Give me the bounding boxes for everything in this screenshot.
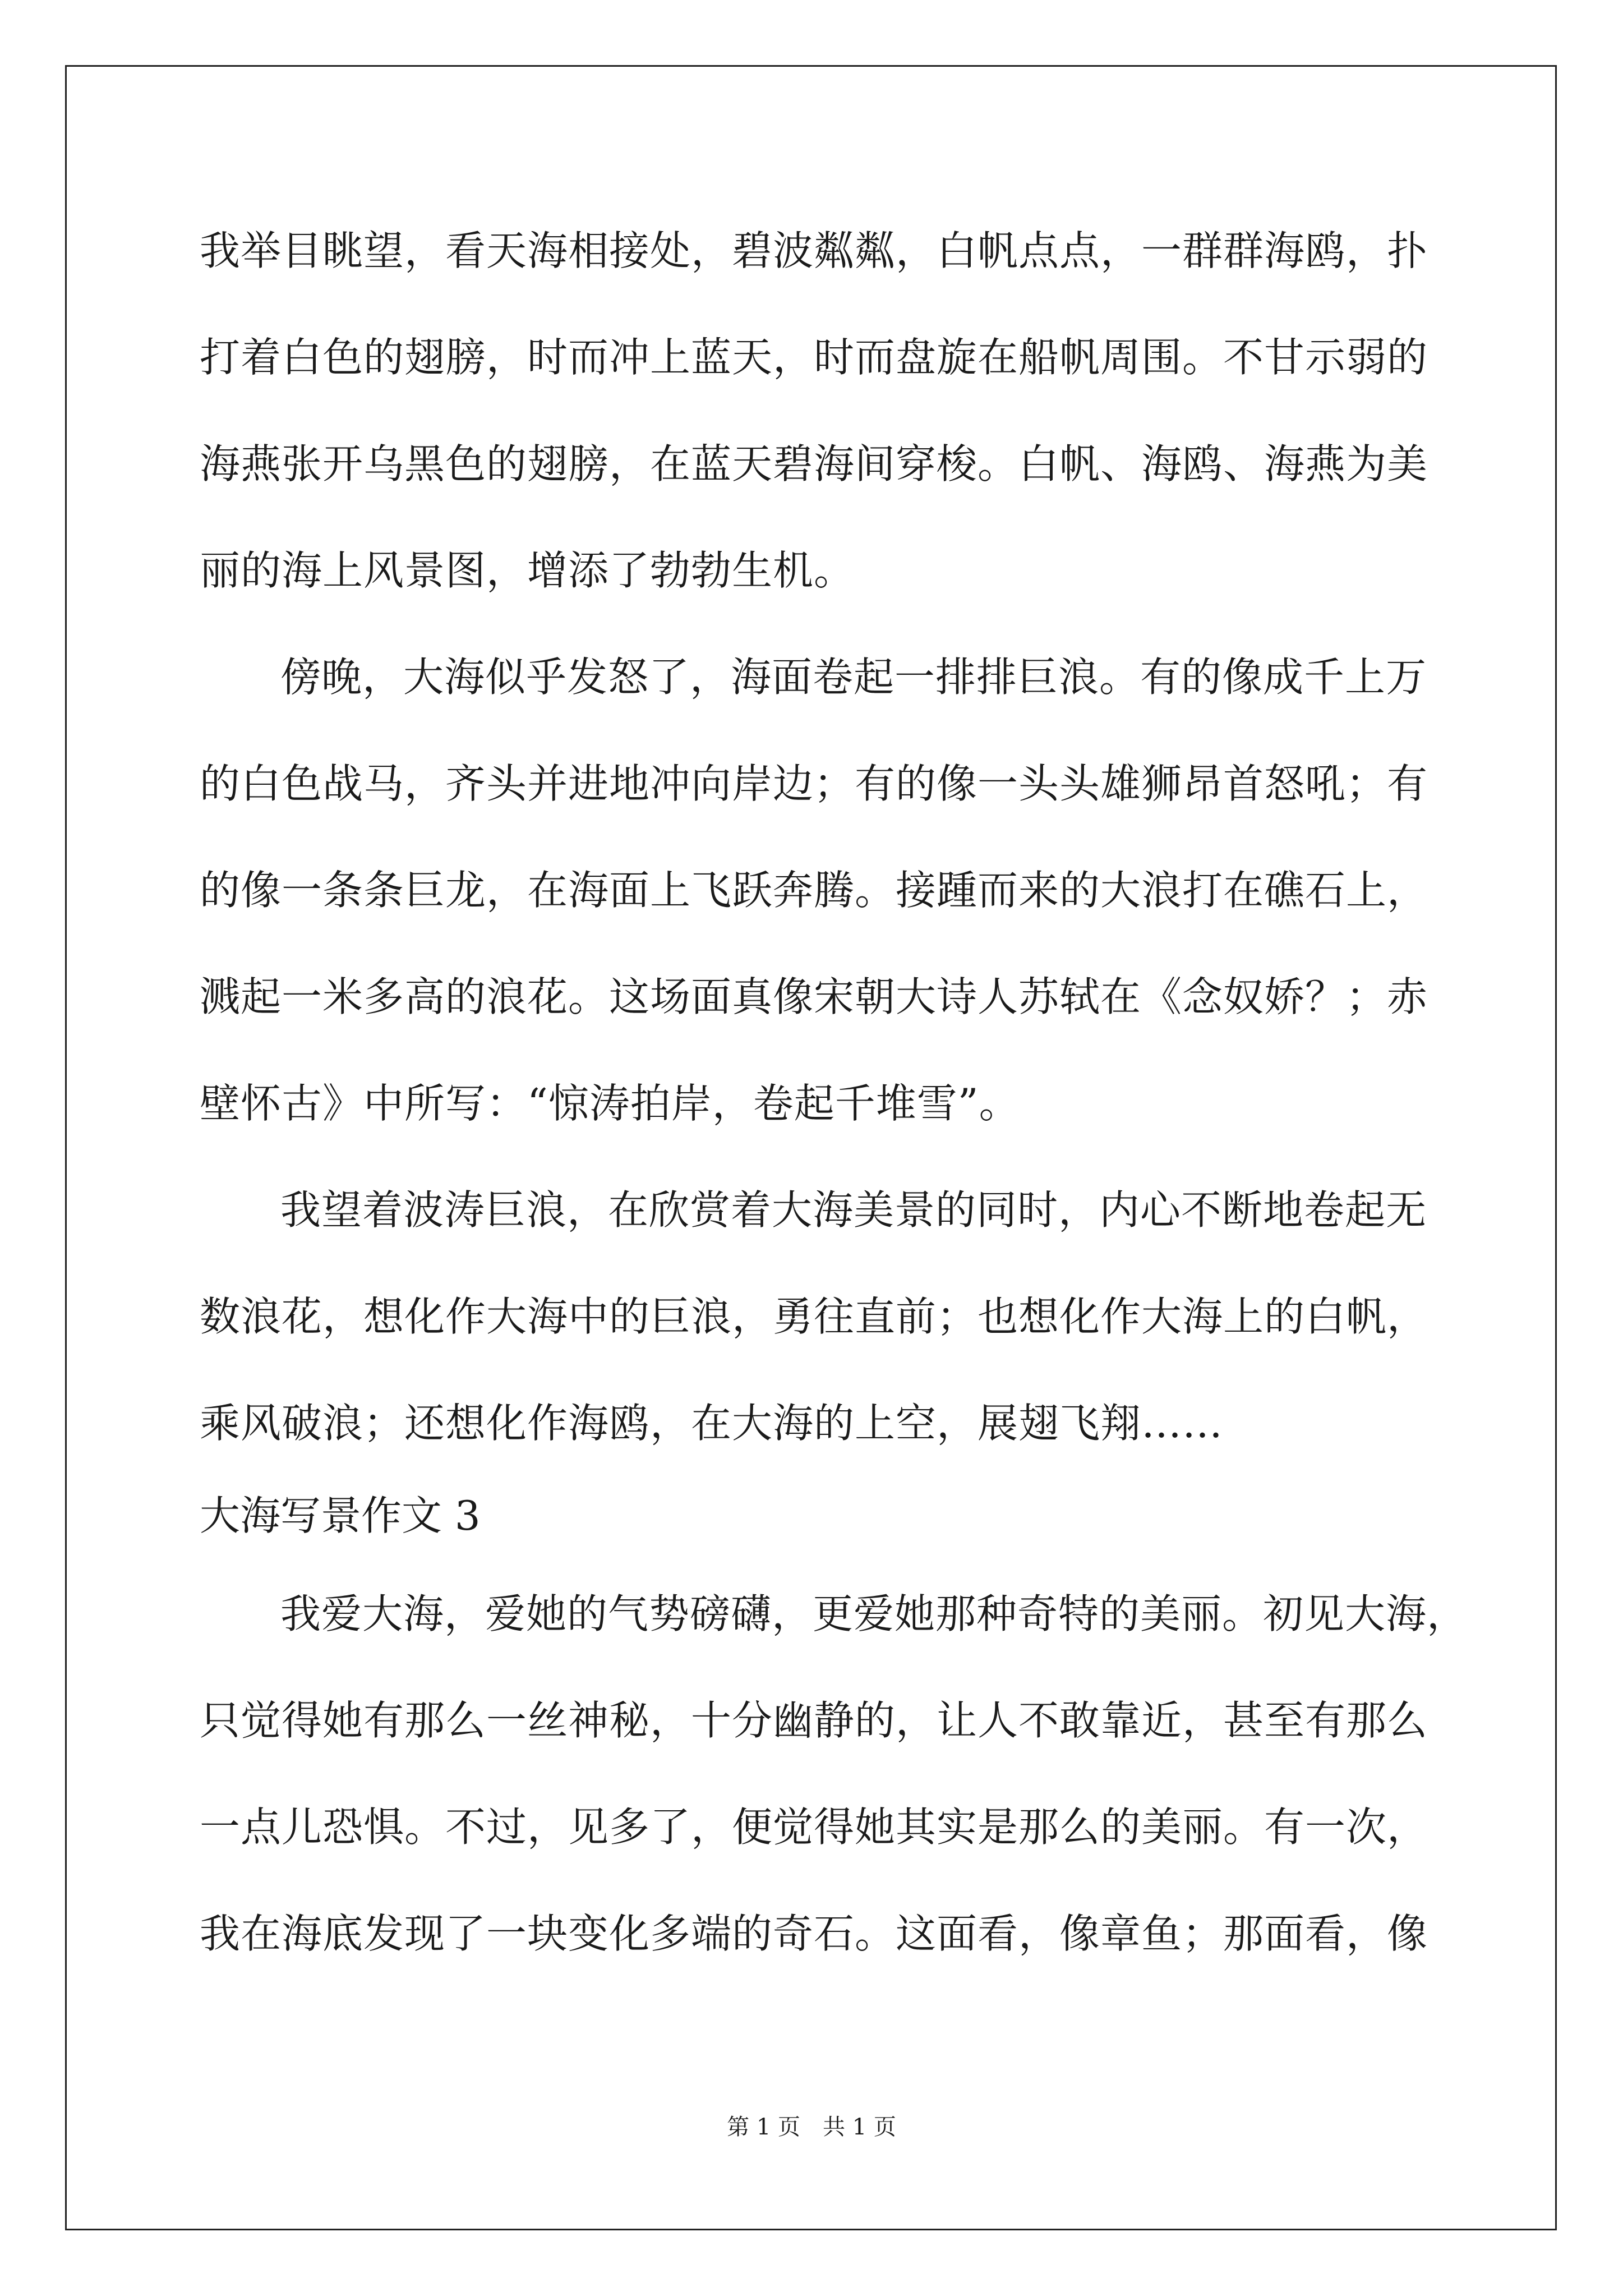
text-line: 壁怀古》中所写：“惊涛拍岸，卷起千堆雪”。 <box>200 1080 1020 1127</box>
page-number-footer: 第 1 页 共 1 页 <box>727 2114 896 2140</box>
paragraph-first-line: 我爱大海，爱她的气势磅礴，更爱她那种奇特的美丽。初见大海， <box>280 1590 1468 1637</box>
paragraph-first-line: 傍晚，大海似乎发怒了，海面卷起一排排巨浪。有的像成千上万 <box>280 654 1427 701</box>
section-heading: 大海写景作文 3 <box>200 1492 481 1539</box>
text-line: 的白色战马，齐头并进地冲向岸边；有的像一头头雄狮昂首怒吼；有 <box>200 760 1428 807</box>
text-line: 打着白色的翅膀，时而冲上蓝天，时而盘旋在船帆周围。不甘示弱的 <box>200 334 1428 381</box>
text-line: 乘风破浪；还想化作海鸥，在大海的上空，展翅飞翔…… <box>200 1400 1224 1447</box>
text-line: 数浪花，想化作大海中的巨浪，勇往直前；也想化作大海上的白帆， <box>200 1293 1428 1340</box>
text-line: 一点儿恐惧。不过，见多了，便觉得她其实是那么的美丽。有一次， <box>200 1803 1428 1851</box>
text-line: 海燕张开乌黑色的翅膀，在蓝天碧海间穿梭。白帆、海鸥、海燕为美 <box>200 440 1428 487</box>
text-line: 我在海底发现了一块变化多端的奇石。这面看，像章鱼；那面看，像 <box>200 1910 1428 1957</box>
paragraph-first-line: 我望着波涛巨浪，在欣赏着大海美景的同时，内心不断地卷起无 <box>280 1186 1427 1234</box>
text-line: 丽的海上风景图，增添了勃勃生机。 <box>200 547 855 594</box>
text-line: 只觉得她有那么一丝神秘，十分幽静的，让人不敢靠近，甚至有那么 <box>200 1697 1428 1744</box>
text-line: 的像一条条巨龙，在海面上飞跃奔腾。接踵而来的大浪打在礁石上， <box>200 867 1428 914</box>
text-line: 我举目眺望，看天海相接处，碧波粼粼，白帆点点，一群群海鸥，扑 <box>200 227 1428 274</box>
text-line: 溅起一米多高的浪花。这场面真像宋朝大诗人苏轼在《念奴娇？；赤 <box>200 973 1428 1020</box>
